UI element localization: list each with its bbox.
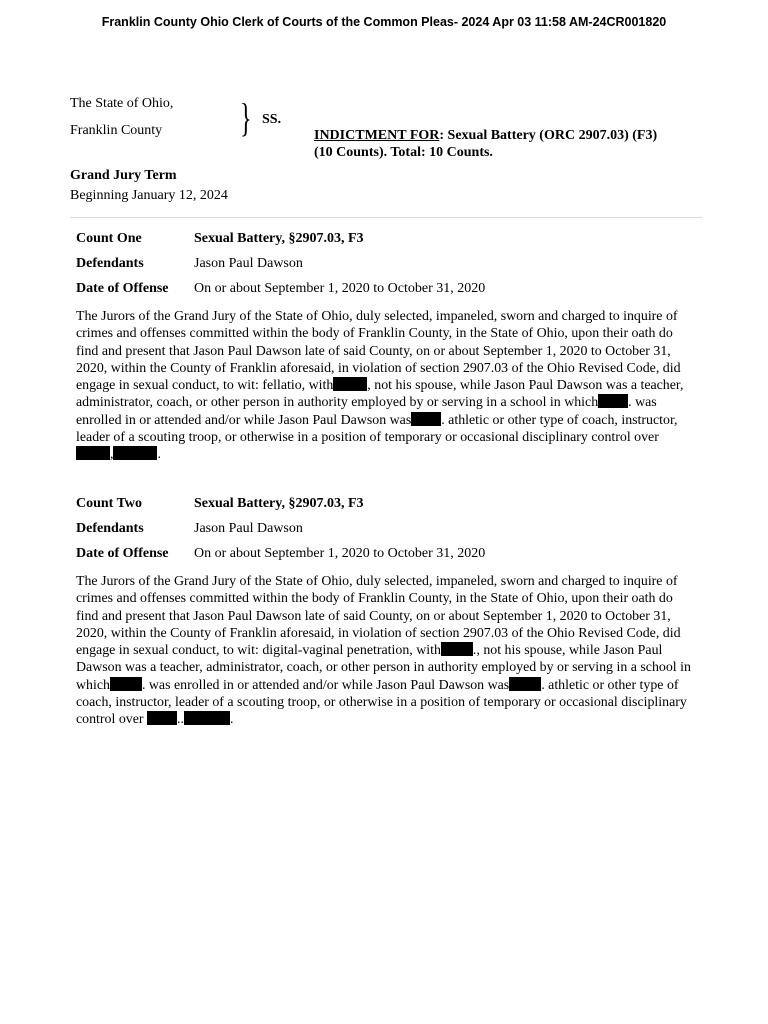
count-title-row [76, 496, 696, 521]
redaction-box [110, 677, 142, 691]
defendants-row [76, 256, 696, 281]
venue-ss: SS. [262, 112, 282, 127]
grand-jury-title: Grand Jury Term [70, 168, 177, 183]
redaction-box [411, 412, 441, 426]
count-offense: Sexual Battery, §2907.03, F3 [194, 231, 364, 246]
narrative-part: . athletic or other type of coach, instructor, leader of a scouting troop, or otherwise in a position of temporary or occasional disciplinary control over [76, 677, 687, 728]
count-label: Count One [76, 231, 142, 246]
narrative-part: The Jurors of the Grand Jury of the State of Ohio, duly selected, impaneled, sworn and charged to inquire of crimes and offenses committed within the body of Franklin County, in the State of Ohio, upon their oath do find and present that Jason Paul Dawson late of said County, on or about September 1, 2020 to October 31, 2020, within the County of Franklin aforesaid, in violation of section 2907.03 of the Ohio Revised Code, did engage in sexual conduct, to wit: fellatio, with [76, 309, 681, 394]
narrative-part: , [110, 447, 114, 463]
count-narrative [76, 573, 696, 729]
count-two-section [76, 496, 696, 729]
redaction-box [441, 642, 473, 656]
redaction-box [333, 377, 367, 391]
defendants-label: Defendants [76, 521, 144, 536]
venue-brace: } [240, 95, 252, 140]
defendants-label: Defendants [76, 256, 144, 271]
count-title-row [76, 231, 696, 256]
offense-date-row [76, 281, 696, 306]
defendants-row [76, 521, 696, 546]
narrative-part: ., not his spouse, while Jason Paul Dawson was a teacher, administrator, coach, or other person in authority employed by or serving in a school in which [76, 643, 691, 693]
offense-date-row [76, 546, 696, 571]
indictment-charge: : Sexual Battery (ORC 2907.03) (F3) [439, 128, 658, 143]
narrative-part: . [157, 447, 161, 463]
offense-date-label: Date of Offense [76, 546, 169, 561]
redaction-box [113, 446, 157, 460]
count-narrative [76, 308, 696, 464]
defendant-name: Jason Paul Dawson [194, 521, 303, 536]
narrative-part: , not his spouse, while Jason Paul Dawson was a teacher, administrator, coach, or other person in authority employed by or serving in a school in which [76, 378, 684, 411]
count-offense: Sexual Battery, §2907.03, F3 [194, 496, 364, 511]
narrative-part: . [229, 712, 234, 728]
venue-state: The State of Ohio, [70, 96, 174, 111]
redaction-box [147, 711, 177, 725]
indictment-counts: (10 Counts). Total: 10 Counts. [314, 145, 493, 160]
narrative-part: . was enrolled in or attended and/or while Jason Paul Dawson was [141, 677, 510, 693]
defendant-name: Jason Paul Dawson [194, 256, 303, 271]
indictment-heading [314, 127, 657, 161]
filing-header: Franklin County Ohio Clerk of Courts of the Common Pleas- 2024 Apr 03 11:58 AM-24CR001820 [101, 15, 667, 29]
redaction-box [184, 711, 230, 725]
offense-date-label: Date of Offense [76, 281, 169, 296]
redaction-box [509, 677, 541, 691]
indictment-label: INDICTMENT FOR [314, 128, 440, 143]
grand-jury-beginning: Beginning January 12, 2024 [70, 188, 228, 203]
narrative-part: The Jurors of the Grand Jury of the State of Ohio, duly selected, impaneled, sworn and charged to inquire of crimes and offenses committed within the body of Franklin County, in the State of Ohio, upon their oath do find and present that Jason Paul Dawson late of said County, on or about September 1, 2020 to October 31, 2020, within the County of Franklin aforesaid, in violation of section 2907.03 of the Ohio Revised Code, did engage in sexual conduct, to wit: digital-vaginal penetration, with [76, 574, 681, 659]
redaction-box [598, 394, 628, 408]
narrative-part: .. [176, 712, 184, 728]
offense-date: On or about September 1, 2020 to October 31, 2020 [194, 546, 486, 561]
offense-date: On or about September 1, 2020 to October 31, 2020 [194, 281, 486, 296]
redaction-box [76, 446, 110, 460]
count-label: Count Two [76, 496, 143, 511]
venue-county: Franklin County [70, 123, 163, 138]
narrative-part: . athletic or other type of coach, instructor, leader of a scouting troop, or otherwise in a position of temporary or occasional disciplinary control over [76, 412, 678, 446]
narrative-part: . was enrolled in or attended and/or while Jason Paul Dawson was [76, 395, 657, 428]
count-one-section [76, 231, 696, 464]
section-divider [70, 217, 702, 218]
